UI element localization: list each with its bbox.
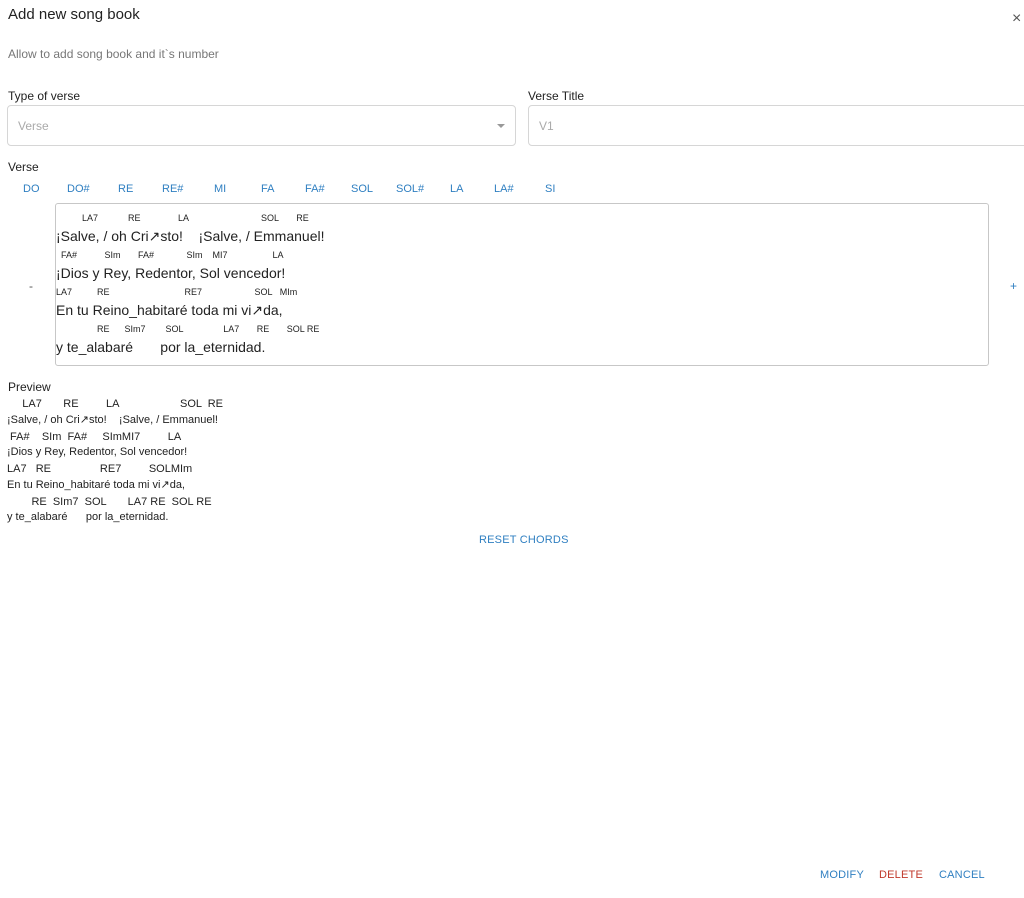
reset-chords-button[interactable]: RESET CHORDS <box>479 534 569 546</box>
editor-chord-line: RE SIm7 SOL LA7 RE SOL RE <box>97 324 320 334</box>
editor-chord-line: LA7 RE RE7 SOL MIm <box>56 287 298 297</box>
editor-lyric-line: ¡Salve, / oh Cri↗sto! ¡Salve, / Emmanuel! <box>56 228 325 244</box>
type-of-verse-label: Type of verse <box>8 89 81 103</box>
dialog-title: Add new song book <box>8 6 140 23</box>
verse-title-value: V1 <box>539 119 554 133</box>
verse-label: Verse <box>8 160 39 174</box>
key-fa-button[interactable]: FA <box>261 183 275 195</box>
verse-title-input[interactable] <box>528 105 1024 146</box>
preview-label: Preview <box>8 380 51 394</box>
editor-lyric-line: ¡Dios y Rey, Redentor, Sol vencedor! <box>56 265 286 281</box>
close-icon[interactable]: × <box>1012 10 1022 27</box>
editor-lyric-line: y te_alabaré por la_eternidad. <box>56 339 266 355</box>
verse-editor[interactable] <box>55 203 989 366</box>
preview-lyric-line: En tu Reino_habitaré toda mi vi↗da, <box>7 479 185 491</box>
key-fa-sharp-button[interactable]: FA# <box>305 183 325 195</box>
transpose-up-button[interactable]: + <box>1010 279 1018 293</box>
editor-lyric-line: En tu Reino_habitaré toda mi vi↗da, <box>56 302 283 318</box>
modify-button[interactable]: MODIFY <box>820 869 864 881</box>
type-of-verse-value: Verse <box>18 119 49 133</box>
key-si-button[interactable]: SI <box>545 183 556 195</box>
key-sol-button[interactable]: SOL <box>351 183 374 195</box>
key-la-button[interactable]: LA <box>450 183 464 195</box>
key-do-button[interactable]: DO <box>23 183 40 195</box>
preview-lyric-line: y te_alabaré por la_eternidad. <box>7 511 169 523</box>
verse-title-label: Verse Title <box>528 89 585 103</box>
key-do-sharp-button[interactable]: DO# <box>67 183 90 195</box>
delete-button[interactable]: DELETE <box>879 869 923 881</box>
preview-lyric-line: ¡Dios y Rey, Redentor, Sol vencedor! <box>7 446 188 458</box>
preview-chord-line: FA# SIm FA# SImMI7 LA <box>7 431 182 443</box>
preview-chord-line: LA7 RE LA SOL RE <box>7 398 223 410</box>
dialog-subtitle: Allow to add song book and it`s number <box>8 47 219 61</box>
key-re-sharp-button[interactable]: RE# <box>162 183 184 195</box>
key-re-button[interactable]: RE <box>118 183 134 195</box>
key-sol-sharp-button[interactable]: SOL# <box>396 183 425 195</box>
cancel-button[interactable]: CANCEL <box>939 869 985 881</box>
transpose-down-button[interactable]: - <box>29 279 33 293</box>
editor-chord-line: FA# SIm FA# SIm MI7 LA <box>61 250 284 260</box>
chevron-down-icon <box>497 124 505 128</box>
preview-lyric-line: ¡Salve, / oh Cri↗sto! ¡Salve, / Emmanuel! <box>7 414 218 426</box>
preview-chord-line: RE SIm7 SOL LA7 RE SOL RE <box>7 496 212 508</box>
type-of-verse-select[interactable] <box>7 105 516 146</box>
key-la-sharp-button[interactable]: LA# <box>494 183 514 195</box>
key-mi-button[interactable]: MI <box>214 183 227 195</box>
editor-chord-line: LA7 RE LA SOL RE <box>82 213 309 223</box>
preview-chord-line: LA7 RE RE7 SOLMIm <box>7 463 193 475</box>
